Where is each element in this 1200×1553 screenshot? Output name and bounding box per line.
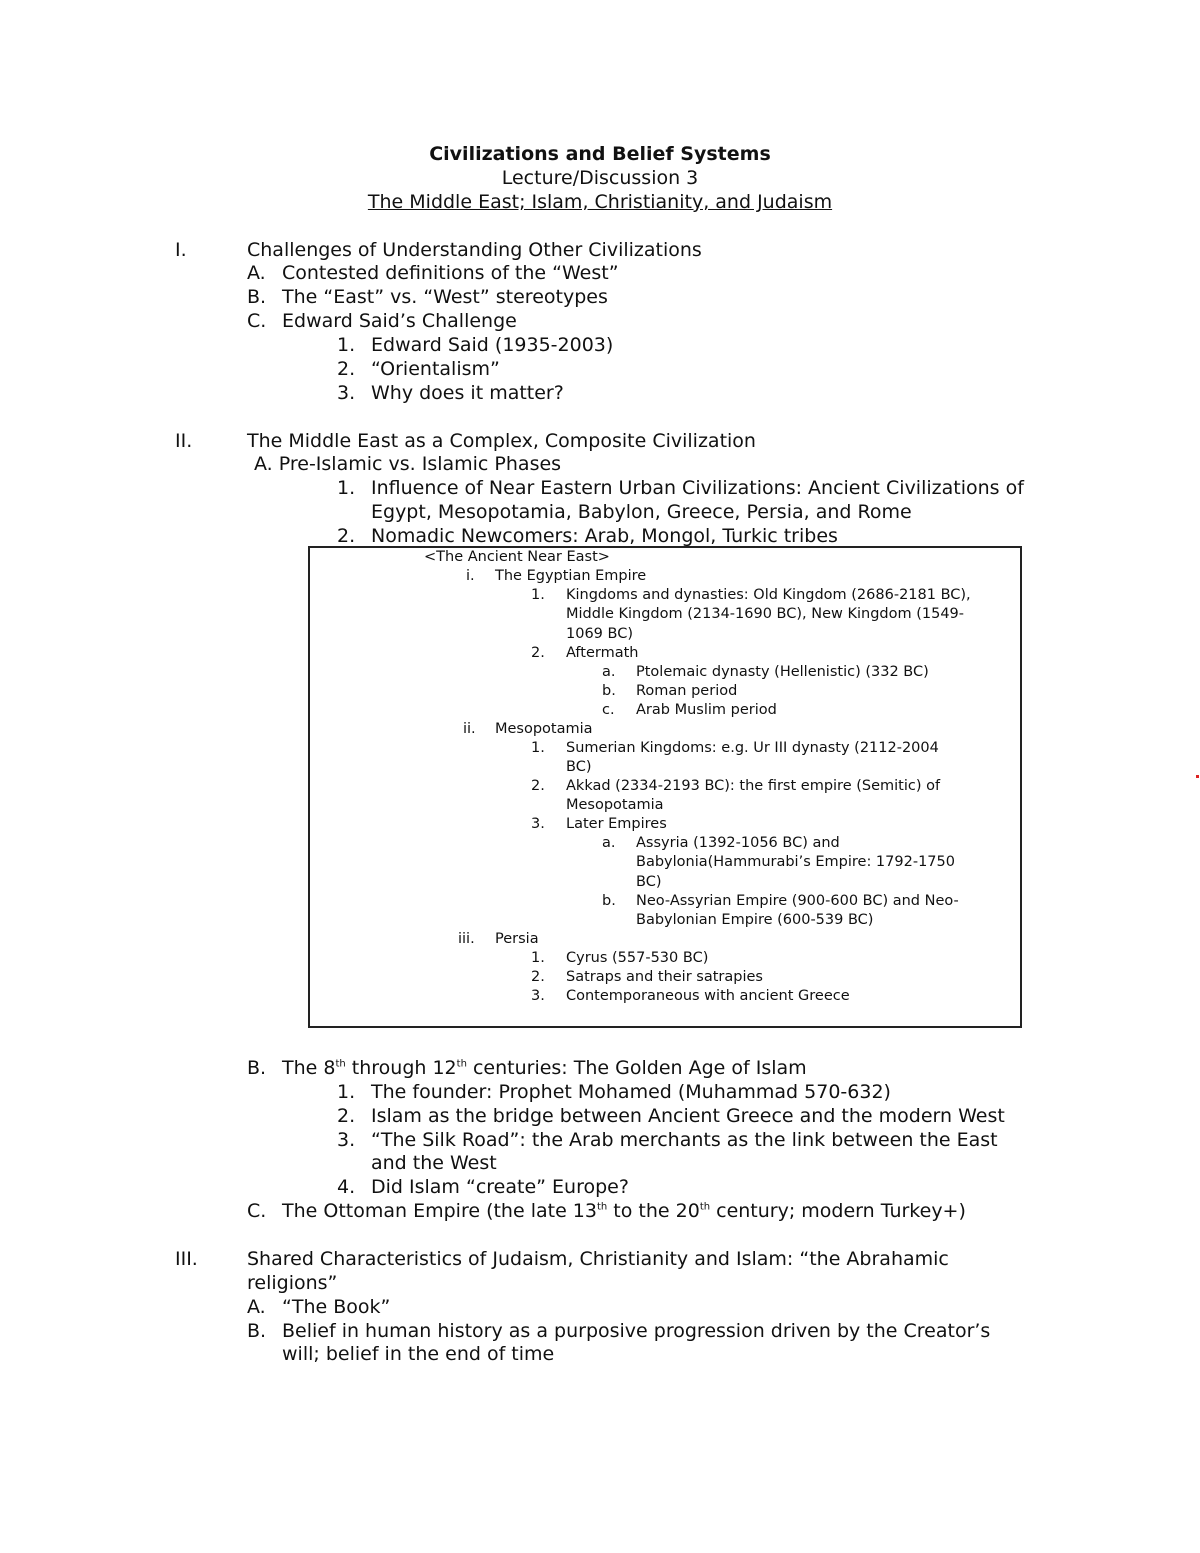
section-2-b2-label: 2. [337,1105,356,1127]
box-iii3-text: Contemporaneous with ancient Greece [566,988,850,1004]
section-2-b3-label: 3. [337,1129,356,1151]
box-ii1-line1: Sumerian Kingdoms: e.g. Ur III dynasty (2112-2004 [566,740,939,756]
box-ii-label: ii. [463,721,476,737]
box-ii3a-label: a. [602,835,616,851]
box-i-label: i. [466,568,475,584]
box-title: <The Ancient Near East> [424,549,610,565]
section-1-heading: Challenges of Understanding Other Civilizations [247,239,702,261]
section-3-a-text: “The Book” [282,1296,391,1318]
section-3-b-label: B. [247,1320,267,1342]
section-1-c2-label: 2. [337,358,356,380]
box-ii1-label: 1. [531,740,545,756]
section-2-b4-text: Did Islam “create” Europe? [371,1176,629,1198]
topic-heading: The Middle East; Islam, Christianity, and Judaism [367,191,833,213]
box-ii2-line2: Mesopotamia [566,797,664,813]
section-2-b1-text: The founder: Prophet Mohamed (Muhammad 570-632) [371,1081,891,1103]
box-i1-label: 1. [531,587,545,603]
box-i2b-label: b. [602,683,616,699]
section-3-heading-line2: religions” [247,1272,338,1294]
box-ii3b-line1: Neo-Assyrian Empire (900-600 BC) and Neo- [636,893,959,909]
section-1-c3-label: 3. [337,382,356,404]
box-iii1-text: Cyrus (557-530 BC) [566,950,709,966]
section-3-b-line2: will; belief in the end of time [282,1343,555,1365]
box-i1-line2: Middle Kingdom (2134-1690 BC), New Kingdom (1549- [566,606,965,622]
box-iii3-label: 3. [531,988,545,1004]
box-i2a-label: a. [602,664,616,680]
section-1-c3-text: Why does it matter? [371,382,564,404]
box-i-text: The Egyptian Empire [495,568,647,584]
section-3-b-line1: Belief in human history as a purposive progression driven by the Creator’s [282,1320,991,1342]
box-i2b-text: Roman period [636,683,738,699]
lecture-subtitle: Lecture/Discussion 3 [501,167,699,189]
box-ii2-line1: Akkad (2334-2193 BC): the first empire (Semitic) of [566,778,941,794]
box-iii1-label: 1. [531,950,545,966]
box-i2-text: Aftermath [566,645,639,661]
box-ii3b-label: b. [602,893,616,909]
section-1-c-label: C. [247,310,267,332]
box-ii3b-line2: Babylonian Empire (600-539 BC) [636,912,874,928]
box-ii3-label: 3. [531,816,545,832]
section-2-b-text: The 8th through 12th centuries: The Golden Age of Islam [282,1057,807,1079]
box-ii3-text: Later Empires [566,816,667,832]
section-1-numeral: I. [175,239,187,261]
box-iii-label: iii. [458,931,475,947]
box-iii2-text: Satraps and their satrapies [566,969,763,985]
section-2-b-label: B. [247,1057,267,1079]
section-1-a-label: A. [247,262,266,284]
section-1-b-label: B. [247,286,267,308]
section-2-b3-line2: and the West [371,1152,497,1174]
section-2-heading: The Middle East as a Complex, Composite Civilization [247,430,756,452]
section-3-numeral: III. [175,1248,198,1270]
section-1-c-text: Edward Said’s Challenge [282,310,517,332]
box-ii-text: Mesopotamia [495,721,593,737]
box-ii2-label: 2. [531,778,545,794]
section-1-b-text: The “East” vs. “West” stereotypes [282,286,608,308]
box-iii-text: Persia [495,931,539,947]
box-iii2-label: 2. [531,969,545,985]
box-i2a-text: Ptolemaic dynasty (Hellenistic) (332 BC) [636,664,929,680]
section-2-a2-label: 2. [337,525,356,547]
section-3-heading-line1: Shared Characteristics of Judaism, Christianity and Islam: “the Abrahamic [247,1248,949,1270]
box-ii3a-line3: BC) [636,874,662,890]
section-2-a2-text: Nomadic Newcomers: Arab, Mongol, Turkic tribes [371,525,838,547]
document-title: Civilizations and Belief Systems [429,143,771,165]
section-2-numeral: II. [175,430,193,452]
section-2-a1-line1: Influence of Near Eastern Urban Civilizations: Ancient Civilizations of [371,477,1024,499]
box-i2c-label: c. [602,702,615,718]
box-ii3a-line1: Assyria (1392-1056 BC) and [636,835,840,851]
section-2-b4-label: 4. [337,1176,356,1198]
box-i2-label: 2. [531,645,545,661]
box-i2c-text: Arab Muslim period [636,702,777,718]
box-ii3a-line2: Babylonia(Hammurabi’s Empire: 1792-1750 [636,854,955,870]
section-2-a-text: A. Pre-Islamic vs. Islamic Phases [254,453,562,475]
section-1-a-text: Contested definitions of the “West” [282,262,619,284]
section-2-b1-label: 1. [337,1081,356,1103]
section-1-c2-text: “Orientalism” [371,358,500,380]
box-i1-line1: Kingdoms and dynasties: Old Kingdom (2686-2181 BC), [566,587,971,603]
section-1-c1-text: Edward Said (1935-2003) [371,334,614,356]
box-i1-line3: 1069 BC) [566,626,633,642]
section-2-b2-text: Islam as the bridge between Ancient Greece and the modern West [371,1105,1005,1127]
section-2-a1-line2: Egypt, Mesopotamia, Babylon, Greece, Persia, and Rome [371,501,912,523]
section-2-b3-line1: “The Silk Road”: the Arab merchants as the link between the East [371,1129,998,1151]
margin-mark [1196,775,1199,778]
box-ii1-line2: BC) [566,759,592,775]
section-2-a1-label: 1. [337,477,356,499]
section-3-a-label: A. [247,1296,266,1318]
section-2-c-text: The Ottoman Empire (the late 13th to the 20th century; modern Turkey+) [282,1200,966,1222]
section-1-c1-label: 1. [337,334,356,356]
section-2-c-label: C. [247,1200,267,1222]
